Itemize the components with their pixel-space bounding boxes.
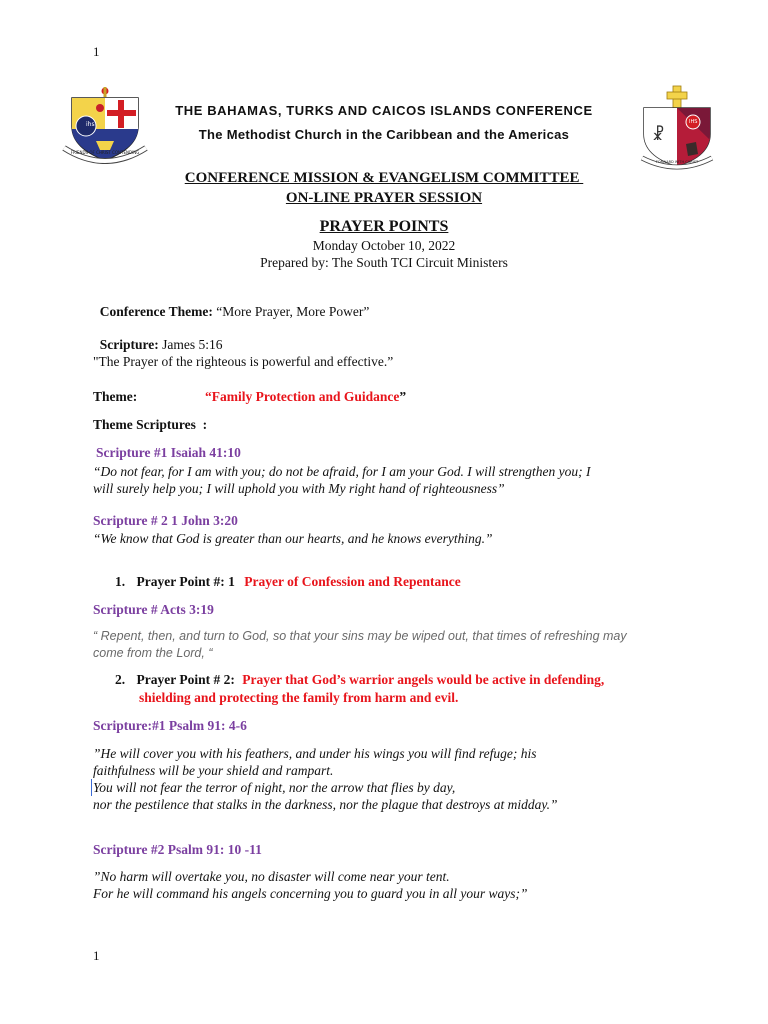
left-crest-logo [60, 86, 150, 164]
prayer-point-2-scripture-2-ref: Scripture #2 Psalm 91: 10 -11 [93, 842, 262, 857]
prayer-point-1-label: Prayer Point #: 1 [136, 574, 235, 589]
theme-scripture-1-ref: Scripture #1 Isaiah 41:10 [96, 445, 241, 460]
theme-scripture-2-text: “We know that God is greater than our hearts, and he knows everything.” [93, 531, 493, 546]
theme-value-text: “Family Protection and Guidance [205, 389, 400, 404]
prayer-point-1-scripture-line-2: come from the Lord, “ [93, 646, 213, 660]
psalm-91-10-11-line-1: ”No harm will overtake you, no disaster will come near your tent. [93, 869, 450, 884]
scripture-value: James 5:16 [158, 337, 223, 352]
prayer-point-1 [115, 574, 461, 590]
theme-scripture-1-line-2: will surely help you; I will uphold you with My right hand of righteousness” [93, 481, 505, 496]
prayer-point-2-scripture-1-ref: Scripture:#1 Psalm 91: 4-6 [93, 718, 247, 733]
prayer-point-2 [115, 672, 604, 688]
theme-value [205, 389, 406, 405]
prayer-point-1-scripture-ref: Scripture # Acts 3:19 [93, 602, 214, 617]
right-crest-motto: FORWARD WITH CHRIST [655, 160, 699, 164]
psalm-91-4-6-line-2: faithfulness will be your shield and rampart. [93, 763, 334, 778]
left-crest-initials: ihs [86, 121, 95, 128]
psalm-91-4-6-line-4: nor the pestilence that stalks in the darkness, nor the plague that destroys at midday.” [93, 797, 558, 812]
prayer-point-1-scripture-text [93, 628, 627, 662]
right-crest-initials: IHS [689, 119, 698, 125]
header-conference-name: THE BAHAMAS, TURKS AND CAICOS ISLANDS CONFERENCE [175, 103, 593, 118]
prayer-point-2-label: Prayer Point # 2: [136, 672, 235, 687]
prayer-point-2-scripture-1-text [93, 745, 557, 813]
conference-theme [93, 288, 369, 320]
left-crest-motto: FRIENDS OF CHRIST CONTENDING [70, 150, 140, 155]
header-church-name: The Methodist Church in the Caribbean and the Americas [198, 127, 570, 142]
theme-scriptures-label: Theme Scriptures : [93, 417, 208, 432]
scripture-line [93, 321, 223, 353]
session-title: ON-LINE PRAYER SESSION [285, 190, 483, 206]
righteous-quote: "The Prayer of the righteous is powerful and effective.” [93, 354, 394, 369]
theme-scripture-1-text [93, 463, 693, 497]
right-crest-logo [638, 84, 716, 170]
prayer-points-title: PRAYER POINTS [319, 218, 449, 235]
psalm-91-10-11-line-2: For he will command his angels concerning you to guard you in all your ways;” [93, 886, 528, 901]
prayer-point-2-title-1: Prayer that God’s warrior angels would be active in defending, [242, 672, 605, 687]
committee-title: CONFERENCE MISSION & EVANGELISM COMMITTEE [184, 170, 584, 186]
theme-scripture-2-ref: Scripture # 2 1 John 3:20 [93, 513, 238, 528]
prayer-point-2-scripture-2-text [93, 868, 527, 902]
prayer-point-1-scripture-line-1: “ Repent, then, and turn to God, so that your sins may be wiped out, that times of refreshing may [93, 629, 627, 643]
conference-theme-label: Conference Theme: [99, 304, 213, 319]
page-number-bottom: 1 [93, 948, 100, 963]
session-date: Monday October 10, 2022 [312, 238, 456, 253]
theme-scripture-1-line-1: “Do not fear, for I am with you; do not be afraid, for I am your God. I will strengthen you; I [93, 464, 591, 479]
theme-value-close: ” [399, 389, 407, 404]
psalm-91-4-6-line-3: You will not fear the terror of night, nor the arrow that flies by day, [91, 779, 557, 796]
prayer-point-1-title: Prayer of Confession and Repentance [244, 574, 461, 589]
conference-theme-value: “More Prayer, More Power” [212, 304, 370, 319]
page-number-top: 1 [93, 44, 100, 59]
prepared-by: Prepared by: The South TCI Circuit Ministers [260, 255, 508, 270]
theme-label: Theme: [93, 389, 138, 404]
prayer-point-2-title-2: shielding and protecting the family from harm and evil. [139, 690, 459, 705]
svg-text:☧: ☧ [652, 125, 665, 144]
prayer-point-2-number: 2. [115, 672, 126, 687]
scripture-label: Scripture: [99, 337, 159, 352]
psalm-91-4-6-line-1: ”He will cover you with his feathers, and under his wings you will find refuge; his [93, 746, 537, 761]
prayer-point-1-number: 1. [115, 574, 126, 589]
